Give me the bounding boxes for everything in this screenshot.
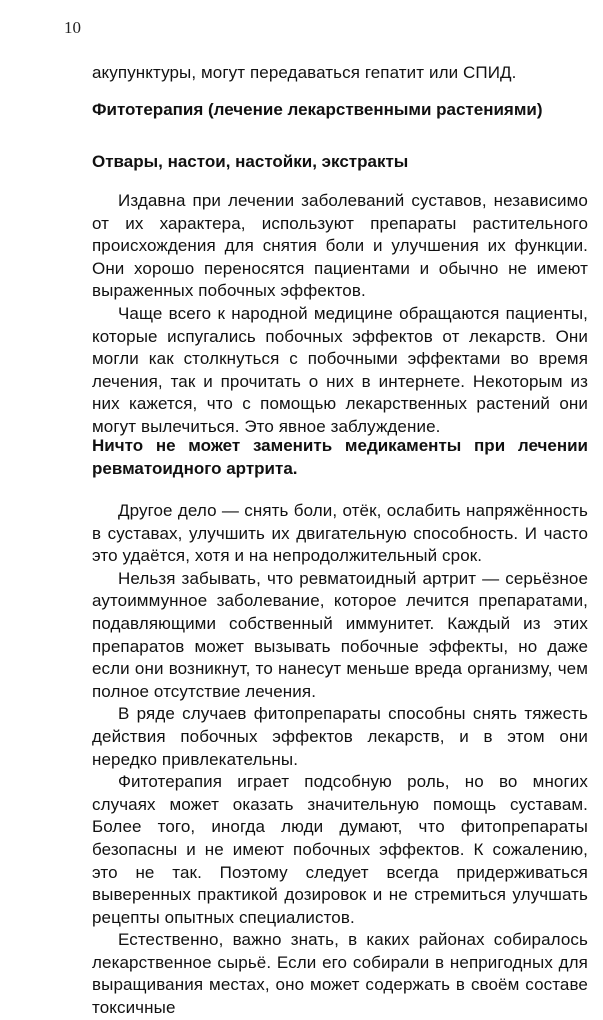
paragraph-6: Фитотерапия играет подсобную роль, но во многих случаях может оказать значительную помощь суставам. Более того, иногда люди думают, что фитопрепараты безопасны и не имеют побочных эффектов. К сожалению, это не так. Поэтому следует всегда придерживаться выверенных практикой дозировок и не стремиться улучшать рецепты опытных специалистов. (92, 772, 588, 927)
paragraph-1: Издавна при лечении заболеваний суставов, независимо от их характера, используют препараты растительного происхождения для снятия боли и улучшения их функции. Они хорошо переносятся пациентами и обычно не имеют выраженных побочных эффектов. (92, 191, 588, 301)
paragraph-4: Нельзя забывать, что ревматоидный артрит — серьёзное аутоиммунное заболевание, которое лечится препаратами, подавляющими собственный иммунитет. Каждый из этих препаратов может вызывать побочные эффекты, но даже если они возникнут, то нанесут меньше вреда организму, чем полное отсутствие лечения. (92, 568, 588, 701)
bold-statement: Ничто не может заменить медикаменты при лечении ревматоидного артрита. (92, 436, 588, 478)
page-number: 10 (64, 18, 81, 37)
paragraph-7: Естественно, важно знать, в каких районах собиралось лекарственное сырьё. Если его собирали в непригодных для выращивания местах, оно может содержать в своём составе токсичные (92, 930, 588, 1018)
paragraph-2: Чаще всего к народной медицине обращаются пациенты, которые испугались побочных эффектов от лекарств. Они могли как столкнуться с побочными эффектами во время лечения, так и прочитать о них в интернете. Некоторым из них кажется, что с помощью лекарственных растений они могут вылечиться. Это явное заблуждение. (92, 303, 588, 436)
section-heading: Фитотерапия (лечение лекарственными растениями) (92, 100, 543, 119)
intro-line: акупунктуры, могут передаваться гепатит или СПИД. (92, 63, 517, 82)
paragraph-3: Другое дело — снять боли, отёк, ослабить напряжённость в суставах, улучшить их двигательную способность. И часто это удаётся, хотя и на непродолжительный срок. (92, 501, 588, 566)
subsection-heading: Отвары, настои, настойки, экстракты (92, 152, 409, 171)
paragraph-group-b (92, 500, 588, 1020)
intro-line-block (92, 62, 588, 85)
paragraph-group-a (92, 190, 588, 439)
paragraph-5: В ряде случаев фитопрепараты способны снять тяжесть действия побочных эффектов лекарств, и в этом они нередко привлекательны. (92, 704, 588, 769)
